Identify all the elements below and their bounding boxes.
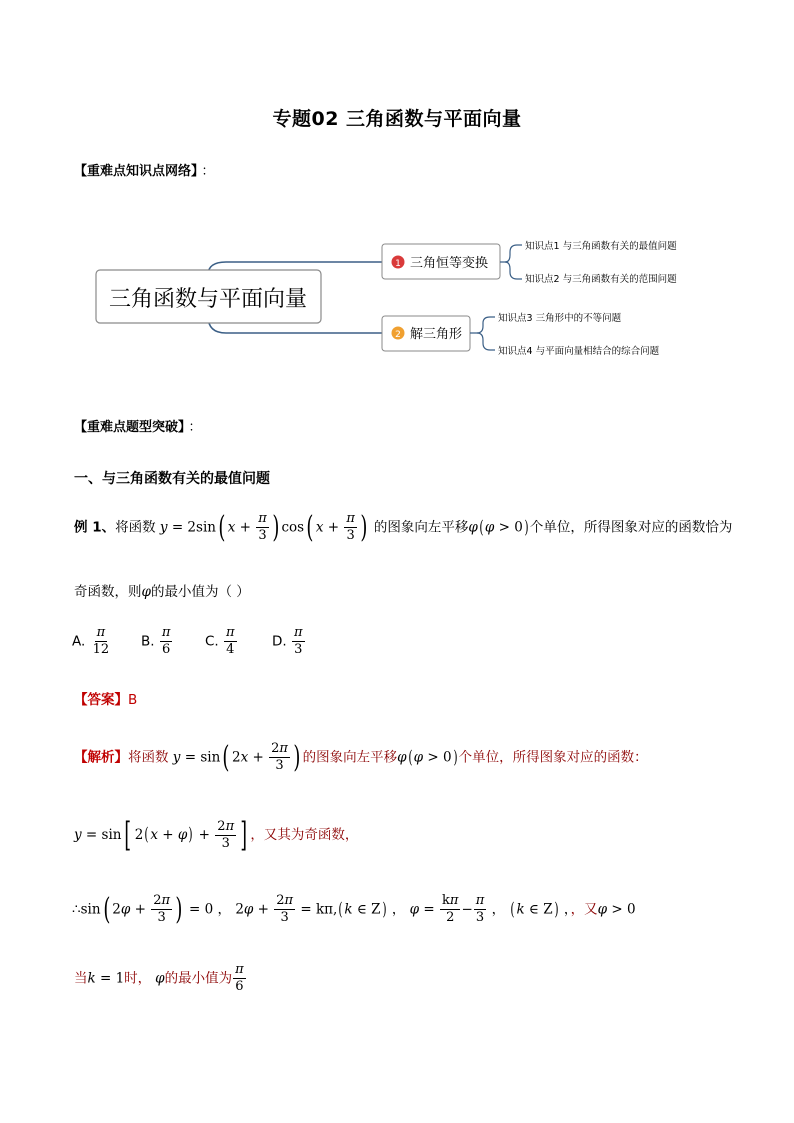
example-line2-a: 奇函数，则 [74,584,142,600]
example-1-stem: 例 1、将函数 y = 2sin( x + $\frac{\pi}{3}$ ) cos( x + $\frac{\pi}{3}$ ) 的图象向左平移φ(φ > 0)个单位，所得图象对应的函数恰为 [74,509,733,545]
page-title: 专题02 三角函数与平面向量 [272,108,522,130]
option-d[interactable] [272,625,306,658]
section-heading: 一、与三角函数有关的最值问题 [74,471,270,487]
option-a-letter: A. [72,633,86,650]
mindmap-branch-2-index: 2 [395,330,401,340]
mindmap-point-2: 知识点2 与三角函数有关的范围问题 [525,274,677,285]
option-a-denominator: 12 [92,642,110,657]
mindmap-branch-1-connector-a [500,245,522,262]
option-b[interactable] [141,625,173,658]
analysis-text-2: 的图象向左平移 [302,749,398,766]
mindmap-point-4: 知识点4 与平面向量相结合的综合问题 [498,346,660,357]
analysis-last-b: 时， [124,970,152,987]
analysis-line-3: ∴sin( 2φ + $\frac{2\pi}{3}$ ) = 0 ， 2φ + $\frac{2\pi}{3}$ = kπ,(k ∈ Z) ， φ = $\frac{k\pi}{2}$ − $\frac{\pi}{3}$ ， (k ∈ Z) ，，又φ > 0 [72,891,636,927]
analysis-last-c: 的最小值为 [164,970,233,987]
option-a[interactable] [72,625,112,658]
answer-line [74,688,137,708]
analysis-text-4: ，又其为奇函数， [250,827,359,843]
answer-label: 【答案】 [74,692,128,708]
option-a-numerator: π [96,625,106,640]
mindmap-diagram [0,0,794,400]
option-d-denominator: 3 [294,642,303,657]
question-types-header [74,416,202,435]
mindmap-branch-2-label: 解三角形 [410,327,463,342]
example-text-2: 的图象向左平移 [373,519,469,536]
option-d-numerator: π [293,625,303,640]
mindmap-root-label: 三角函数与平面向量 [108,287,308,312]
option-c-denominator: 4 [226,642,235,657]
option-c[interactable] [205,625,238,658]
option-d-letter: D. [272,633,287,650]
mindmap-branch-1-index: 1 [395,259,401,269]
analysis-text-3: 个单位，所得图象对应的函数： [458,749,648,766]
example-1-question: 奇函数，则φ的最小值为（ ） [74,584,250,600]
example-line2-b: 的最小值为（ ） [150,584,250,600]
option-b-numerator: π [161,625,171,640]
mindmap-branch-1-connector-b [505,262,522,279]
knowledge-network-header-colon: ： [201,164,215,179]
option-b-letter: B. [141,633,155,650]
knowledge-network-header-text: 【重难点知识点网络】 [74,164,198,179]
example-function-formula: y [159,519,168,536]
mindmap-point-1: 知识点1 与三角函数有关的最值问题 [525,241,677,252]
question-types-header-colon: ： [188,420,202,435]
analysis-line-4: 当k = 1时， φ的最小值为 $\frac{\pi}{6}$ [74,962,244,994]
analysis-text-5: ，又 [570,901,598,918]
analysis-line-1: 【解析】将函数 y = sin( 2x + $\frac{2\pi}{3}$ ) 的图象向左平移φ(φ > 0)个单位，所得图象对应的函数： [74,739,648,775]
option-c-letter: C. [205,633,219,650]
analysis-line-2: y = sin[ 2(x + φ) + $\frac{2\pi}{3}$ ] ，又其为奇函数， [74,815,359,855]
analysis-last-a: 当 [74,970,88,987]
question-types-header-text: 【重难点题型突破】 [74,420,185,435]
analysis-text-1: 将函数 [128,749,169,766]
mindmap-branch-2-connector-a [470,317,495,333]
option-b-denominator: 6 [161,642,171,657]
example-text-1: 将函数 [115,519,156,536]
mindmap-branch-2-connector-b [477,333,495,350]
example-text-3: 个单位，所得图象对应的函数恰为 [529,519,733,536]
answer-value: B [128,692,138,708]
example-label: 例 1、 [74,519,116,536]
analysis-label: 【解析】 [74,749,128,766]
mindmap-branch-1-label: 三角恒等变换 [410,256,489,271]
mindmap-point-3: 知识点3 三角形中的不等问题 [498,313,622,324]
option-c-numerator: π [226,625,235,640]
